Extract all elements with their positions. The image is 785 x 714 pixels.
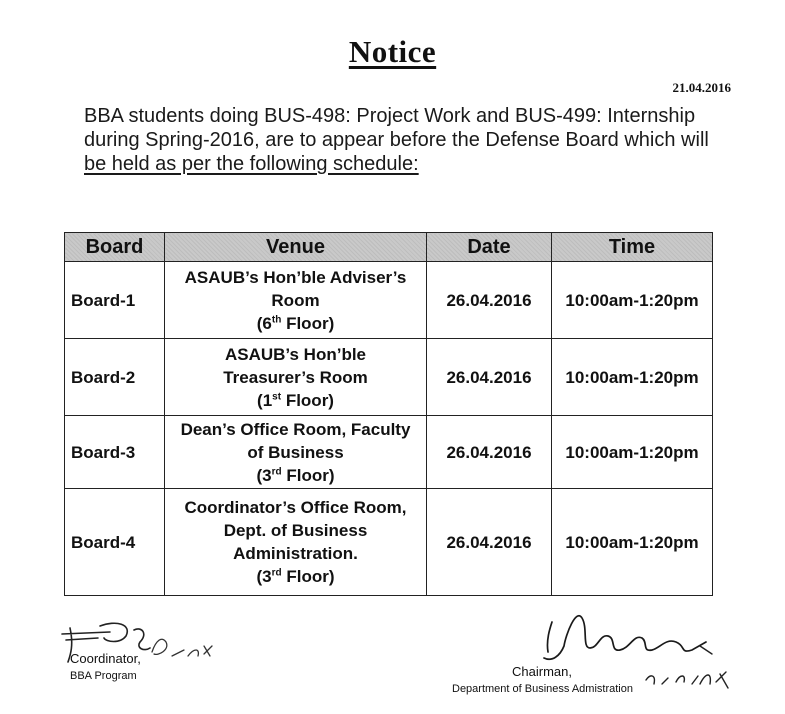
venue-line: Room xyxy=(271,290,320,310)
chairman-title: Chairman, xyxy=(512,664,572,679)
floor-word: Floor) xyxy=(285,390,334,410)
floor-ordinal: th xyxy=(271,313,282,325)
floor-number: 3 xyxy=(262,465,272,485)
venue-line: Dean’s Office Room, Faculty xyxy=(180,419,411,439)
board-cell: Board-4 xyxy=(65,489,165,596)
venue-line: ASAUB’s Hon’ble Adviser’s xyxy=(184,267,407,287)
date-cell: 26.04.2016 xyxy=(427,416,552,489)
floor-ordinal: rd xyxy=(271,465,282,477)
header-date: Date xyxy=(427,233,552,262)
notice-title: Notice xyxy=(348,34,437,69)
floor-ordinal: st xyxy=(272,390,282,402)
venue-line: Treasurer’s Room xyxy=(223,367,368,387)
coordinator-title: Coordinator, xyxy=(70,651,141,666)
schedule-table xyxy=(64,232,713,596)
coordinator-program: BBA Program xyxy=(70,670,137,682)
floor-number: 6 xyxy=(262,313,272,333)
venue-line: Dept. of Business xyxy=(223,521,368,540)
intro-line-2: during Spring-2016, are to appear before the Defense Board which will xyxy=(84,129,709,151)
table-row xyxy=(65,339,713,416)
table-row xyxy=(65,416,713,489)
venue-floor: (1st Floor) xyxy=(257,390,334,410)
time-cell: 10:00am-1:20pm xyxy=(552,489,713,596)
chairman-department: Department of Business Admistration xyxy=(452,683,633,695)
intro-line-3: be held as per the following schedule: xyxy=(84,153,419,175)
date-cell: 26.04.2016 xyxy=(427,262,552,339)
venue-line: ASAUB’s Hon’ble xyxy=(224,344,367,364)
venue-cell xyxy=(165,416,427,489)
notice-date: 21.04.2016 xyxy=(672,80,731,95)
header-venue: Venue xyxy=(165,233,427,262)
floor-number: 1 xyxy=(262,390,273,410)
intro-line-1: BBA students doing BUS-498: Project Work and BUS-499: Internship xyxy=(84,105,696,127)
venue-floor: (3rd Floor) xyxy=(256,567,335,586)
venue-line: Coordinator’s Office Room, xyxy=(184,498,407,517)
table-row xyxy=(65,262,713,339)
floor-word: Floor) xyxy=(286,313,335,333)
header-time: Time xyxy=(552,233,713,262)
notice-intro xyxy=(84,104,734,176)
board-cell: Board-1 xyxy=(65,262,165,339)
time-cell: 10:00am-1:20pm xyxy=(552,416,713,489)
floor-number: 3 xyxy=(262,567,272,586)
table-row xyxy=(65,489,713,596)
time-cell: 10:00am-1:20pm xyxy=(552,262,713,339)
venue-line: Administration. xyxy=(233,544,358,563)
venue-cell xyxy=(165,339,427,416)
venue-floor: (3rd Floor) xyxy=(256,465,335,485)
header-board: Board xyxy=(65,233,165,262)
floor-ordinal: rd xyxy=(271,567,282,579)
board-cell: Board-3 xyxy=(65,416,165,489)
time-cell: 10:00am-1:20pm xyxy=(552,339,713,416)
table-header-row xyxy=(65,233,713,262)
date-cell: 26.04.2016 xyxy=(427,339,552,416)
venue-cell xyxy=(165,489,427,596)
venue-floor: (6th Floor) xyxy=(256,313,335,333)
board-cell: Board-2 xyxy=(65,339,165,416)
venue-cell xyxy=(165,262,427,339)
date-cell: 26.04.2016 xyxy=(427,489,552,596)
floor-word: Floor) xyxy=(286,465,335,485)
floor-word: Floor) xyxy=(286,567,335,586)
venue-line: of Business xyxy=(247,442,344,462)
